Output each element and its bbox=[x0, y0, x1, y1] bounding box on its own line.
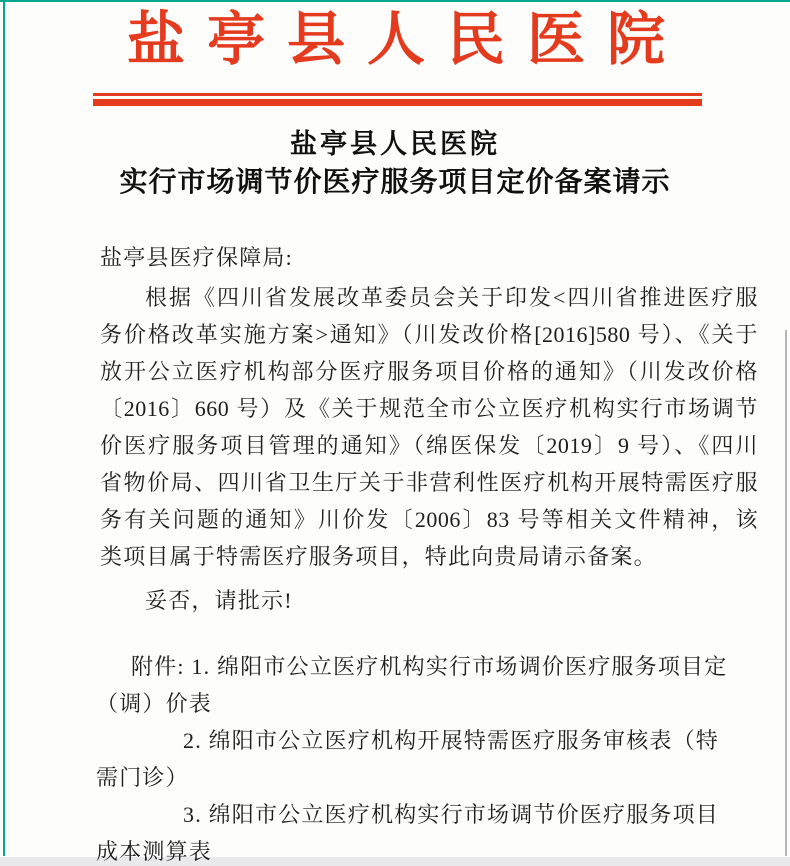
document-line: 类项目属于特需医疗服务项目，特此向贵局请示备案。 bbox=[100, 544, 657, 569]
document-body bbox=[96, 240, 758, 866]
document-title bbox=[0, 128, 790, 199]
document-line: 放开公立医疗机构部分医疗服务项目价格的通知》（川发改价格 bbox=[100, 359, 758, 384]
document-line: 价医疗服务项目管理的通知》（绵医保发〔2019〕9 号）、《四川 bbox=[100, 433, 758, 458]
document-line: 妥否，请批示! bbox=[145, 588, 293, 613]
document-line: 根据《四川省发展改革委员会关于印发<四川省推进医疗服 bbox=[145, 285, 758, 310]
document-line: 2. 绵阳市公立医疗机构开展特需医疗服务审核表（特 bbox=[183, 728, 720, 753]
document-line: 需门诊） bbox=[96, 765, 189, 790]
document-line: 附件: 1. 绵阳市公立医疗机构实行市场调价医疗服务项目定 bbox=[131, 654, 728, 679]
document-title-line1: 盐亭县人民医院 bbox=[290, 129, 500, 159]
document-line: 务价格改革实施方案>通知》（川发改价格[2016]580 号）、《关于 bbox=[100, 322, 758, 347]
document-line: 〔2016〕660 号）及《关于规范全市公立医疗机构实行市场调节 bbox=[100, 396, 758, 421]
letterhead-double-rule bbox=[93, 93, 702, 106]
document-title-line2: 实行市场调节价医疗服务项目定价备案请示 bbox=[119, 166, 671, 197]
scan-edge-right-line bbox=[785, 330, 787, 856]
document-line: 省物价局、四川省卫生厅关于非营利性医疗机构开展特需医疗服 bbox=[100, 470, 758, 495]
document-line: 务有关问题的通知》川价发〔2006〕83 号等相关文件精神，该 bbox=[100, 507, 758, 532]
document-line: 3. 绵阳市公立医疗机构实行市场调节价医疗服务项目 bbox=[183, 802, 720, 827]
document-line: 成本测算表 bbox=[96, 839, 213, 864]
document-line: （调）价表 bbox=[96, 691, 213, 716]
letterhead-org-name: 盐亭县人民医院 bbox=[126, 7, 687, 72]
salutation-line: 盐亭县医疗保障局: bbox=[100, 245, 293, 270]
